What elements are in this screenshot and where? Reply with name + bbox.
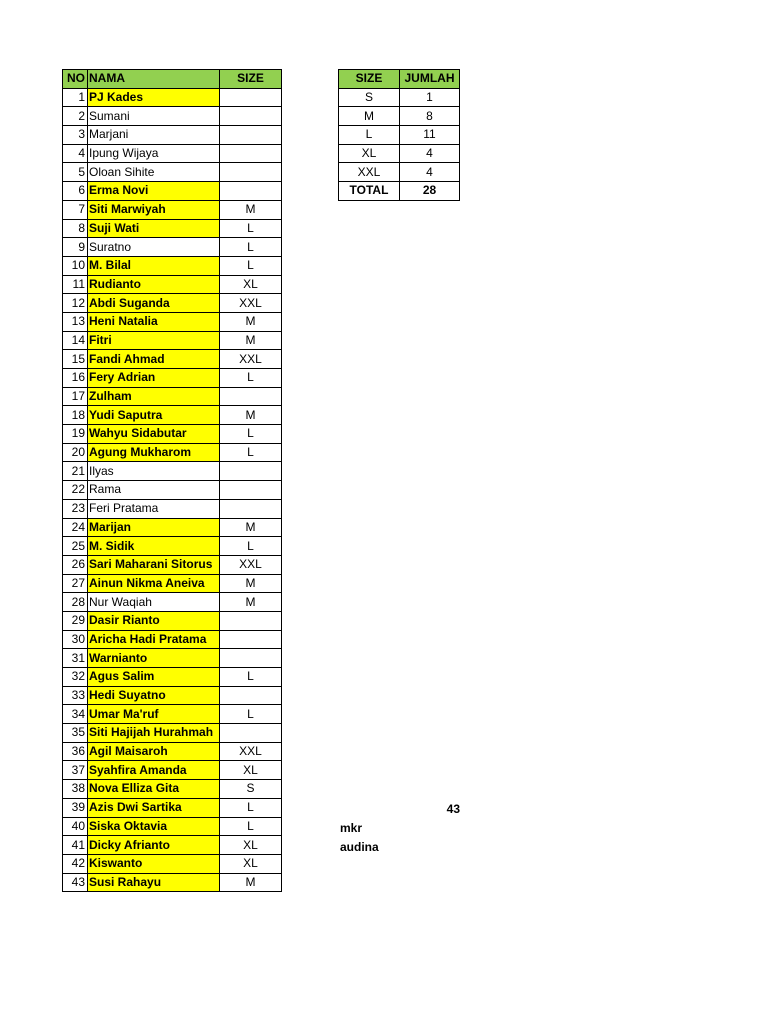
- cell-nama: Oloan Sihite: [88, 163, 220, 182]
- cell-no: 42: [63, 854, 88, 873]
- cell-nama: Zulham: [88, 387, 220, 406]
- table-row: [63, 705, 282, 724]
- cell-size: M: [220, 406, 282, 425]
- cell-nama: Azis Dwi Sartika: [88, 798, 220, 817]
- table-row: [63, 200, 282, 219]
- cell-no: 12: [63, 294, 88, 313]
- cell-nama: Kiswanto: [88, 854, 220, 873]
- cell-size: [220, 144, 282, 163]
- table-row: [63, 481, 282, 500]
- cell-size: XXL: [220, 742, 282, 761]
- cell-size: XL: [220, 761, 282, 780]
- cell-size: [220, 724, 282, 743]
- cell-size: L: [220, 817, 282, 836]
- table-row: [63, 88, 282, 107]
- cell-no: 28: [63, 593, 88, 612]
- cell-size: L: [220, 443, 282, 462]
- cell-size: M: [220, 593, 282, 612]
- cell-no: 10: [63, 256, 88, 275]
- cell-size: L: [220, 238, 282, 257]
- cell-size: [220, 481, 282, 500]
- summary-cell-size: L: [339, 126, 400, 145]
- cell-no: 8: [63, 219, 88, 238]
- note-number: 43: [446, 802, 460, 816]
- cell-size: [220, 611, 282, 630]
- table-row: [63, 873, 282, 892]
- participants-table-body: [63, 88, 282, 892]
- summary-cell-jumlah: 4: [400, 163, 460, 182]
- summary-row: [339, 126, 460, 145]
- cell-no: 36: [63, 742, 88, 761]
- table-row: [63, 107, 282, 126]
- cell-nama: Fitri: [88, 331, 220, 350]
- participants-table: [62, 69, 282, 892]
- summary-header-row: [339, 70, 460, 89]
- cell-nama: Syahfira Amanda: [88, 761, 220, 780]
- cell-size: [220, 686, 282, 705]
- table-row: [63, 761, 282, 780]
- cell-nama: Fery Adrian: [88, 369, 220, 388]
- table-row: [63, 443, 282, 462]
- cell-no: 20: [63, 443, 88, 462]
- table-row: [63, 555, 282, 574]
- cell-no: 38: [63, 780, 88, 799]
- summary-cell-size: S: [339, 88, 400, 107]
- table-row: [63, 294, 282, 313]
- header-nama: NAMA: [88, 70, 220, 89]
- cell-no: 39: [63, 798, 88, 817]
- cell-no: 27: [63, 574, 88, 593]
- table-row: [63, 854, 282, 873]
- summary-row: [339, 88, 460, 107]
- table-row: [63, 611, 282, 630]
- cell-nama: Ainun Nikma Aneiva: [88, 574, 220, 593]
- cell-no: 25: [63, 537, 88, 556]
- table-row: [63, 499, 282, 518]
- cell-size: [220, 182, 282, 201]
- table-row: [63, 350, 282, 369]
- cell-size: L: [220, 668, 282, 687]
- cell-no: 4: [63, 144, 88, 163]
- table-row: [63, 630, 282, 649]
- cell-size: M: [220, 200, 282, 219]
- cell-nama: Sari Maharani Sitorus: [88, 555, 220, 574]
- table-row: [63, 780, 282, 799]
- cell-no: 30: [63, 630, 88, 649]
- cell-nama: Ipung Wijaya: [88, 144, 220, 163]
- cell-size: XXL: [220, 294, 282, 313]
- cell-nama: Ilyas: [88, 462, 220, 481]
- cell-no: 5: [63, 163, 88, 182]
- cell-nama: Rama: [88, 481, 220, 500]
- cell-no: 41: [63, 836, 88, 855]
- table-row: [63, 686, 282, 705]
- cell-size: XL: [220, 275, 282, 294]
- cell-nama: Aricha Hadi Pratama: [88, 630, 220, 649]
- cell-size: [220, 163, 282, 182]
- cell-nama: Agil Maisaroh: [88, 742, 220, 761]
- cell-nama: Sumani: [88, 107, 220, 126]
- table-row: [63, 462, 282, 481]
- cell-nama: Marjani: [88, 126, 220, 145]
- cell-no: 32: [63, 668, 88, 687]
- summary-cell-jumlah: 8: [400, 107, 460, 126]
- table-row: [63, 182, 282, 201]
- table-row: [63, 836, 282, 855]
- cell-nama: Abdi Suganda: [88, 294, 220, 313]
- summary-row: [339, 163, 460, 182]
- cell-nama: Agus Salim: [88, 668, 220, 687]
- table-row: [63, 593, 282, 612]
- cell-no: 24: [63, 518, 88, 537]
- summary-cell-size: M: [339, 107, 400, 126]
- table-row: [63, 219, 282, 238]
- cell-nama: Dasir Rianto: [88, 611, 220, 630]
- summary-row: [339, 144, 460, 163]
- cell-no: 1: [63, 88, 88, 107]
- cell-size: [220, 462, 282, 481]
- table-row: [63, 537, 282, 556]
- summary-row: [339, 107, 460, 126]
- table-row: [63, 425, 282, 444]
- cell-nama: Suji Wati: [88, 219, 220, 238]
- cell-no: 15: [63, 350, 88, 369]
- cell-no: 23: [63, 499, 88, 518]
- cell-size: [220, 649, 282, 668]
- summary-cell-jumlah: 11: [400, 126, 460, 145]
- cell-nama: PJ Kades: [88, 88, 220, 107]
- table-row: [63, 798, 282, 817]
- table-row: [63, 256, 282, 275]
- cell-no: 19: [63, 425, 88, 444]
- cell-nama: Siti Marwiyah: [88, 200, 220, 219]
- cell-no: 21: [63, 462, 88, 481]
- summary-total-row: [339, 182, 460, 201]
- cell-no: 14: [63, 331, 88, 350]
- cell-nama: Fandi Ahmad: [88, 350, 220, 369]
- cell-nama: Agung Mukharom: [88, 443, 220, 462]
- cell-no: 18: [63, 406, 88, 425]
- summary-cell-jumlah: 4: [400, 144, 460, 163]
- cell-no: 43: [63, 873, 88, 892]
- cell-nama: Dicky Afrianto: [88, 836, 220, 855]
- cell-no: 37: [63, 761, 88, 780]
- cell-nama: Nova Elliza Gita: [88, 780, 220, 799]
- cell-nama: Marijan: [88, 518, 220, 537]
- cell-no: 11: [63, 275, 88, 294]
- cell-no: 7: [63, 200, 88, 219]
- table-row: [63, 144, 282, 163]
- summary-header-jumlah: JUMLAH: [400, 70, 460, 89]
- cell-no: 16: [63, 369, 88, 388]
- cell-size: [220, 126, 282, 145]
- cell-size: L: [220, 369, 282, 388]
- cell-nama: Warnianto: [88, 649, 220, 668]
- cell-nama: Heni Natalia: [88, 312, 220, 331]
- cell-nama: Suratno: [88, 238, 220, 257]
- table-row: [63, 163, 282, 182]
- table-row: [63, 724, 282, 743]
- cell-size: [220, 107, 282, 126]
- table-row: [63, 369, 282, 388]
- header-size: SIZE: [220, 70, 282, 89]
- cell-nama: Umar Ma'ruf: [88, 705, 220, 724]
- cell-size: XXL: [220, 555, 282, 574]
- cell-size: L: [220, 798, 282, 817]
- cell-nama: Siska Oktavia: [88, 817, 220, 836]
- cell-size: M: [220, 331, 282, 350]
- cell-nama: Susi Rahayu: [88, 873, 220, 892]
- summary-table-body: [339, 88, 460, 200]
- table-row: [63, 406, 282, 425]
- cell-size: [220, 88, 282, 107]
- table-row: [63, 238, 282, 257]
- cell-size: [220, 387, 282, 406]
- table-row: [63, 126, 282, 145]
- summary-cell-size: XL: [339, 144, 400, 163]
- cell-size: M: [220, 873, 282, 892]
- cell-size: [220, 499, 282, 518]
- summary-cell-jumlah: 1: [400, 88, 460, 107]
- cell-size: M: [220, 312, 282, 331]
- cell-nama: Erma Novi: [88, 182, 220, 201]
- cell-size: L: [220, 425, 282, 444]
- cell-size: [220, 630, 282, 649]
- cell-no: 35: [63, 724, 88, 743]
- cell-no: 2: [63, 107, 88, 126]
- cell-no: 22: [63, 481, 88, 500]
- cell-nama: Feri Pratama: [88, 499, 220, 518]
- table-row: [63, 574, 282, 593]
- summary-header-size: SIZE: [339, 70, 400, 89]
- cell-no: 40: [63, 817, 88, 836]
- table-row: [63, 331, 282, 350]
- summary-cell-size: XXL: [339, 163, 400, 182]
- cell-size: M: [220, 574, 282, 593]
- cell-nama: Wahyu Sidabutar: [88, 425, 220, 444]
- cell-size: XXL: [220, 350, 282, 369]
- note-line-2: audina: [340, 840, 379, 854]
- cell-no: 13: [63, 312, 88, 331]
- cell-size: L: [220, 256, 282, 275]
- cell-no: 34: [63, 705, 88, 724]
- cell-size: M: [220, 518, 282, 537]
- cell-no: 6: [63, 182, 88, 201]
- cell-no: 29: [63, 611, 88, 630]
- cell-size: L: [220, 219, 282, 238]
- table-row: [63, 518, 282, 537]
- cell-size: L: [220, 537, 282, 556]
- header-no: NO: [63, 70, 88, 89]
- cell-nama: M. Sidik: [88, 537, 220, 556]
- summary-total-label: TOTAL: [339, 182, 400, 201]
- table-header-row: [63, 70, 282, 89]
- cell-no: 17: [63, 387, 88, 406]
- cell-size: XL: [220, 836, 282, 855]
- size-summary-table: [338, 69, 460, 201]
- table-row: [63, 668, 282, 687]
- summary-total-value: 28: [400, 182, 460, 201]
- cell-nama: Yudi Saputra: [88, 406, 220, 425]
- cell-nama: Hedi Suyatno: [88, 686, 220, 705]
- cell-nama: Rudianto: [88, 275, 220, 294]
- cell-size: S: [220, 780, 282, 799]
- cell-no: 3: [63, 126, 88, 145]
- table-row: [63, 387, 282, 406]
- cell-size: XL: [220, 854, 282, 873]
- cell-no: 26: [63, 555, 88, 574]
- cell-no: 33: [63, 686, 88, 705]
- cell-no: 31: [63, 649, 88, 668]
- table-row: [63, 312, 282, 331]
- cell-size: L: [220, 705, 282, 724]
- cell-no: 9: [63, 238, 88, 257]
- table-row: [63, 742, 282, 761]
- table-row: [63, 817, 282, 836]
- table-row: [63, 649, 282, 668]
- note-line-1: mkr: [340, 821, 363, 835]
- cell-nama: M. Bilal: [88, 256, 220, 275]
- table-row: [63, 275, 282, 294]
- cell-nama: Nur Waqiah: [88, 593, 220, 612]
- cell-nama: Siti Hajijah Hurahmah: [88, 724, 220, 743]
